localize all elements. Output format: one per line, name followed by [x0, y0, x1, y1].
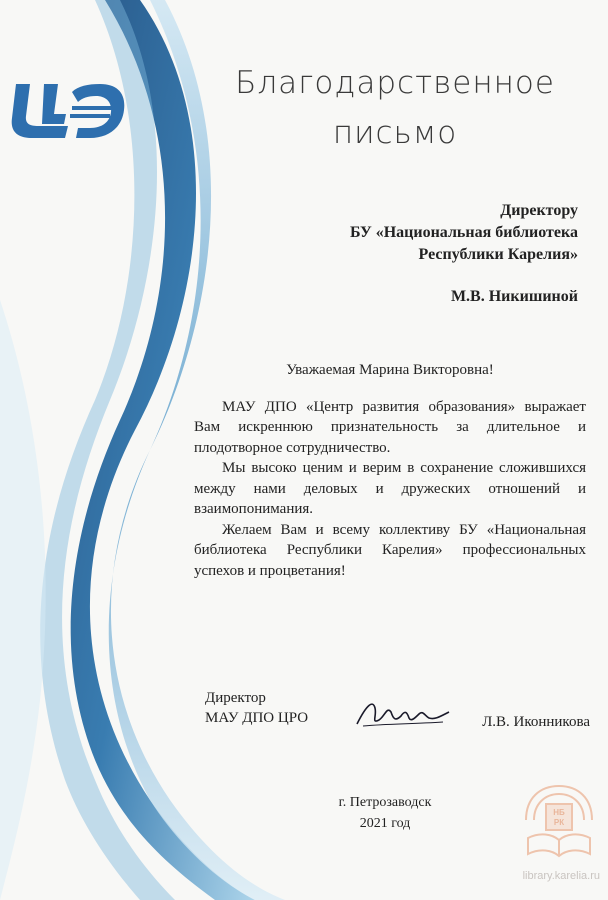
paragraph-2: Мы высоко ценим и верим в сохранение сложившихся между нами деловых и дружеских отношений и взаимопонимания. — [194, 460, 586, 517]
signature-block — [205, 688, 590, 738]
city: г. Петрозаводск — [338, 795, 432, 810]
signer-role-line-2: МАУ ДПО ЦРО — [205, 710, 309, 726]
cro-logo — [8, 78, 128, 152]
addressee-line-3: Республики Карелия» — [418, 246, 578, 263]
site-watermark: library.karelia.ru — [522, 870, 600, 882]
year: 2021 год — [359, 816, 411, 831]
title-line-1: Благодарственное — [235, 65, 555, 101]
letter-title — [205, 58, 585, 158]
svg-text:РК: РК — [553, 818, 565, 827]
addressee-line-1: Директору — [500, 202, 578, 219]
place-and-date — [300, 792, 470, 834]
addressee-block — [218, 200, 578, 308]
paragraph-3: Желаем Вам и всему коллективу БУ «Национальная библиотека Республики Карелия» профессиональных успехов и процветания! — [194, 521, 586, 579]
letter-body — [194, 360, 586, 581]
signer-role — [205, 688, 308, 728]
library-stamp-icon — [520, 780, 598, 866]
signer-name: Л.В. Иконникова — [482, 714, 590, 730]
title-line-2: письмо — [332, 115, 458, 151]
addressee-line-2: БУ «Национальная библиотека — [349, 224, 578, 241]
addressee-name: М.В. Никишиной — [450, 288, 578, 305]
salutation: Уважаемая Марина Викторовна! — [286, 362, 494, 378]
handwritten-signature — [353, 694, 453, 734]
svg-text:НБ: НБ — [553, 808, 565, 817]
paragraph-1: МАУ ДПО «Центр развития образования» выражает Вам искреннюю признательность за длительное и плодотворное сотрудничество. — [194, 398, 586, 456]
signer-role-line-1: Директор — [205, 690, 266, 706]
